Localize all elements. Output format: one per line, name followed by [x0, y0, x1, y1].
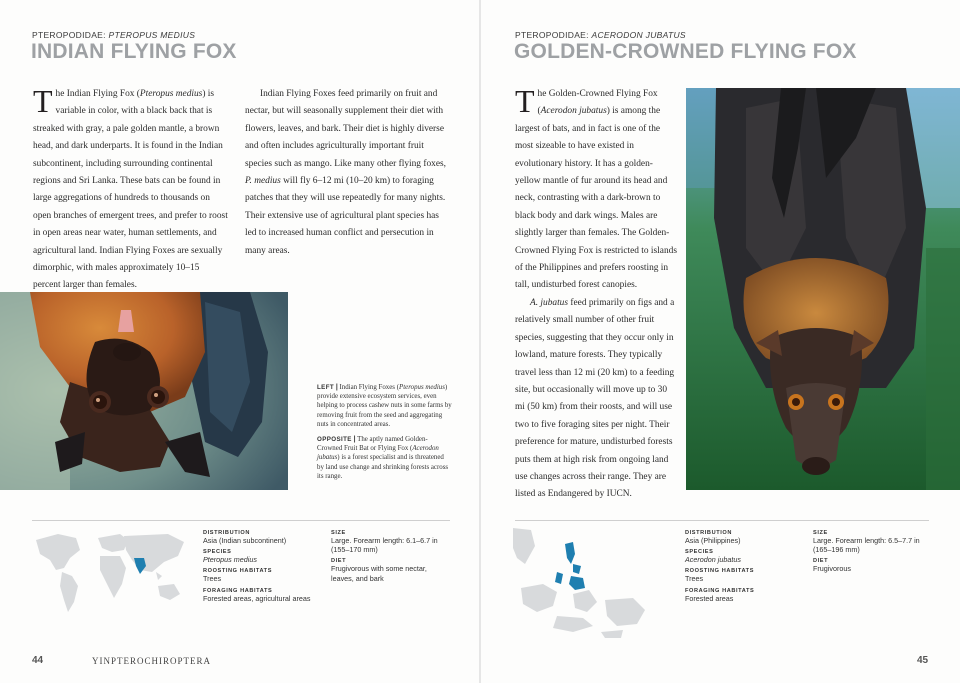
body-text: ) is variable in color, with a black back that is streaked with gray, a pale golden mantle, a brown head, and dark underparts. It is found in the Indian subcontinent, including surrounding continental regions and Sri Lanka. These bats can be found in large aggregations of hundreds to thousands on open branches of emergent trees, and prefer to roost in open areas near water, human settlements, and agricultural land. Indian Flying Foxes are sexually dimorphic, with males approximately 10–15 percent larger than females.: [33, 89, 228, 291]
fact-value: Large. Forearm length: 6.5–7.7 in (165–196 mm): [813, 536, 920, 555]
fact-column-1: [685, 530, 803, 607]
body-column: [515, 83, 677, 504]
fact-label: SPECIES: [685, 549, 714, 556]
fact-label: ROOSTING HABITATS: [203, 568, 273, 575]
caption-scientific-name: Pteropus medius: [399, 384, 445, 391]
fact-column-2: [813, 530, 931, 578]
indian-flying-fox-photo: [0, 292, 288, 490]
fact-label: SIZE: [813, 530, 828, 536]
species-title: INDIAN FLYING FOX: [31, 40, 237, 63]
regional-map-philippines-icon: [513, 528, 653, 638]
family-species: ACERODON JUBATUS: [591, 30, 686, 40]
dropcap: T: [515, 83, 535, 119]
caption-text: ) is a forest specialist and is threatened by land use change and shrinking forests across its range.: [317, 454, 449, 480]
fact-label: DIET: [331, 558, 347, 565]
page-number: 44: [32, 655, 44, 666]
left-page: [0, 0, 479, 683]
family-label: [32, 30, 195, 40]
scientific-name: Pteropus medius: [139, 89, 203, 99]
scientific-name: P. medius: [245, 176, 281, 187]
fact-label: ROOSTING HABITATS: [685, 568, 755, 575]
page-number: 45: [917, 655, 929, 666]
fact-label: SIZE: [331, 530, 346, 536]
fact-value: Pteropus medius: [203, 555, 257, 565]
family-species: PTEROPUS MEDIUS: [108, 30, 196, 40]
fact-label: DIET: [813, 558, 829, 565]
family-prefix: PTEROPODIDAE:: [515, 30, 589, 40]
divider-rule: [32, 520, 450, 521]
fact-value: Acerodon jubatus: [685, 555, 741, 565]
fact-value: Forested areas: [685, 593, 734, 603]
fact-label: FORAGING HABITATS: [685, 587, 755, 594]
fact-value: Asia (Philippines): [685, 536, 741, 545]
fact-value: Asia (Indian subcontinent): [203, 536, 287, 545]
fact-column-1: [203, 530, 321, 607]
fact-label: FORAGING HABITATS: [203, 587, 273, 594]
fact-value: Frugivorous: [813, 564, 851, 574]
body-text: will fly 6–12 mi (10–20 km) to foraging patches that they will use repeatedly for many nights. Their extensive use of agricultural plant species has led to increased human conflict and persecution in many areas.: [245, 176, 446, 256]
caption-opposite: [317, 435, 452, 481]
golden-crowned-flying-fox-photo: [686, 88, 960, 490]
fact-value: Frugivorous with some nectar, leaves, and bark: [331, 564, 427, 583]
caption-label: OPPOSITE: [317, 436, 352, 444]
caption-text: Indian Flying Foxes (: [339, 384, 400, 391]
caption-text: The aptly named Golden-Crowned Fruit Bat or Flying Fox (: [317, 436, 428, 453]
body-text: feed primarily on figs and a relatively small number of other fruit species, suggesting that they occur only in lowland, mature forests. They typically travel less than 12 mi (20 km) to a feeding site, but occasionally will move up to 30 mi (50 km) from their roosts, and will use two to five foraging sites per night. Their preference for mature, undisturbed forests puts them at high risk from ongoing land use changes across their range. They are listed as Endangered by IUCN.: [515, 297, 675, 500]
fact-label: DISTRIBUTION: [685, 530, 732, 536]
fact-label: DISTRIBUTION: [203, 530, 250, 536]
caption-text: ) provide extensive ecosystem services, even helping to process cashew nuts in some farms by removing fruit from the seed and aggregating nuts in concentrated areas.: [317, 384, 452, 428]
body-text: ) is among the largest of bats, and in fact is one of the most sizeable to have existed in evolutionary history. It has a golden-yellow mantle of fur around its head and neck, contrasting with a dark-brown to black body and dark wings. Males are slightly larger than females. The Golden-Crowned Flying Fox is restricted to islands of the Philippines and prefers roosting in tall, undisturbed forest canopies.: [515, 106, 677, 291]
dropcap: T: [33, 83, 53, 119]
caption-label: LEFT: [317, 384, 335, 391]
caption-scientific-name: Acerodon jubatus: [317, 445, 439, 462]
species-title: GOLDEN-CROWNED FLYING FOX: [514, 40, 857, 63]
fact-value: Trees: [203, 574, 222, 584]
scientific-name: Acerodon jubatus: [540, 106, 607, 117]
fact-value: Trees: [685, 574, 704, 584]
body-text: Indian Flying Foxes feed primarily on fruit and nectar, but will seasonally supplement their diet with flowers, leaves, and bark. Their diet is highly diverse and often includes agriculturally important fruit species such as mango. Like many other flying foxes,: [245, 89, 446, 169]
body-text: he Indian Flying Fox (: [55, 89, 140, 99]
fact-value: Forested areas, agricultural areas: [203, 593, 311, 603]
right-page: [481, 0, 960, 683]
divider-rule: [515, 520, 929, 521]
fact-column-2: [331, 530, 449, 587]
caption-left: [317, 383, 452, 429]
fact-value: Large. Forearm length: 6.1–6.7 in (155–170 mm): [331, 536, 438, 555]
world-map-india-icon: [28, 528, 190, 620]
body-column-1: [33, 83, 228, 295]
scientific-name: A. jubatus: [530, 297, 569, 308]
family-prefix: PTEROPODIDAE:: [32, 30, 106, 40]
caption-separator: |: [353, 436, 356, 444]
body-text: he Golden-Crowned Flying Fox (: [537, 89, 658, 117]
family-label: [515, 30, 686, 40]
body-column-2: [245, 86, 447, 260]
caption-separator: |: [335, 384, 338, 391]
photo-captions: [317, 383, 452, 487]
fact-label: SPECIES: [203, 549, 232, 556]
running-head: YINPTEROCHIROPTERA: [92, 656, 212, 666]
